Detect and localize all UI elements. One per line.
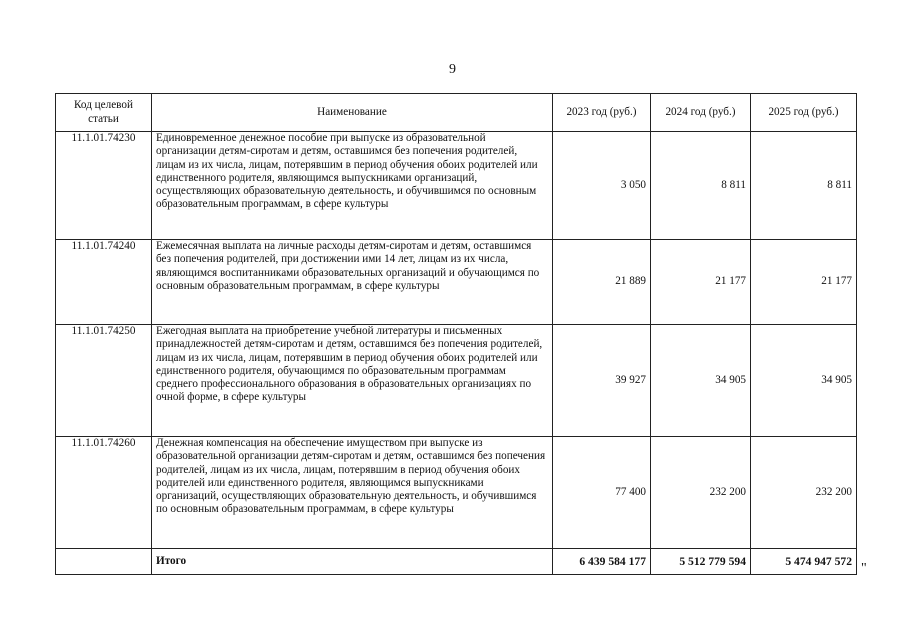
total-row [56,549,857,575]
table-row [56,437,857,549]
row-name: Единовременное денежное пособие при выпуске из образовательной организации детям-сиротам и детям, оставшимся без попечения родителей, лицам из их числа, лицам, потерявшим в период обучения обоих родителей или единственного родителя, являющимся выпускниками организаций, осуществляющих образовательную деятельность, и обучившимся по основным образовательным программам, в сфере культуры [152,132,553,240]
row-code: 11.1.01.74250 [56,325,152,437]
header-2024: 2024 год (руб.) [651,94,751,132]
header-2025: 2025 год (руб.) [751,94,857,132]
header-code: Код целевой статьи [56,94,152,132]
total-2025-value: 5 474 947 572 [751,549,857,575]
row-name: Ежегодная выплата на приобретение учебной литературы и письменных принадлежностей детям-сиротам и детям, оставшимся без попечения родителей, лицам из их числа, лицам, потерявшим в период обучения обоих родителей или единственного родителя, обучающимся по образовательным программам среднего профессионального образования в образовательных организациях по очной форме, в сфере культуры [152,325,553,437]
page-number: 9 [449,62,456,77]
row-2025-value: 232 200 [751,437,857,549]
row-code: 11.1.01.74230 [56,132,152,240]
row-code: 11.1.01.74240 [56,240,152,325]
row-2024-value: 8 811 [651,132,751,240]
total-code [56,549,152,575]
row-code: 11.1.01.74260 [56,437,152,549]
table-body [56,132,857,575]
header-row [56,94,857,132]
total-label: Итого [152,549,553,575]
table-row [56,132,857,240]
row-2023-value: 39 927 [553,325,651,437]
row-2025-value: 8 811 [751,132,857,240]
row-2023-value: 21 889 [553,240,651,325]
budget-table [55,93,857,575]
total-2023-value: 6 439 584 177 [553,549,651,575]
row-2023-value: 3 050 [553,132,651,240]
row-2024-value: 21 177 [651,240,751,325]
header-name: Наименование [152,94,553,132]
row-name: Ежемесячная выплата на личные расходы детям-сиротам и детям, оставшимся без попечения родителей, при достижении ими 14 лет, лицам из их числа, являющимся воспитанниками образовательных организаций и обучающимся по основным образовательным программам, в сфере культуры [152,240,553,325]
closing-quote-mark: " [861,561,867,576]
table-row [56,325,857,437]
row-2023-value: 77 400 [553,437,651,549]
row-2025-value: 21 177 [751,240,857,325]
row-2025-value: 34 905 [751,325,857,437]
total-2024-value: 5 512 779 594 [651,549,751,575]
table-header [56,94,857,132]
header-2023: 2023 год (руб.) [553,94,651,132]
row-2024-value: 232 200 [651,437,751,549]
row-name: Денежная компенсация на обеспечение имуществом при выпуске из образовательной организации детям-сиротам и детям, оставшимся без попечения родителей, лицам из их числа, лицам, потерявшим в период обучения обоих родителей или единственного родителя, являющимся выпускниками организаций, осуществляющих образовательную деятельность, и обучившимся по основным образовательным программам, в сфере культуры [152,437,553,549]
row-2024-value: 34 905 [651,325,751,437]
table-row [56,240,857,325]
